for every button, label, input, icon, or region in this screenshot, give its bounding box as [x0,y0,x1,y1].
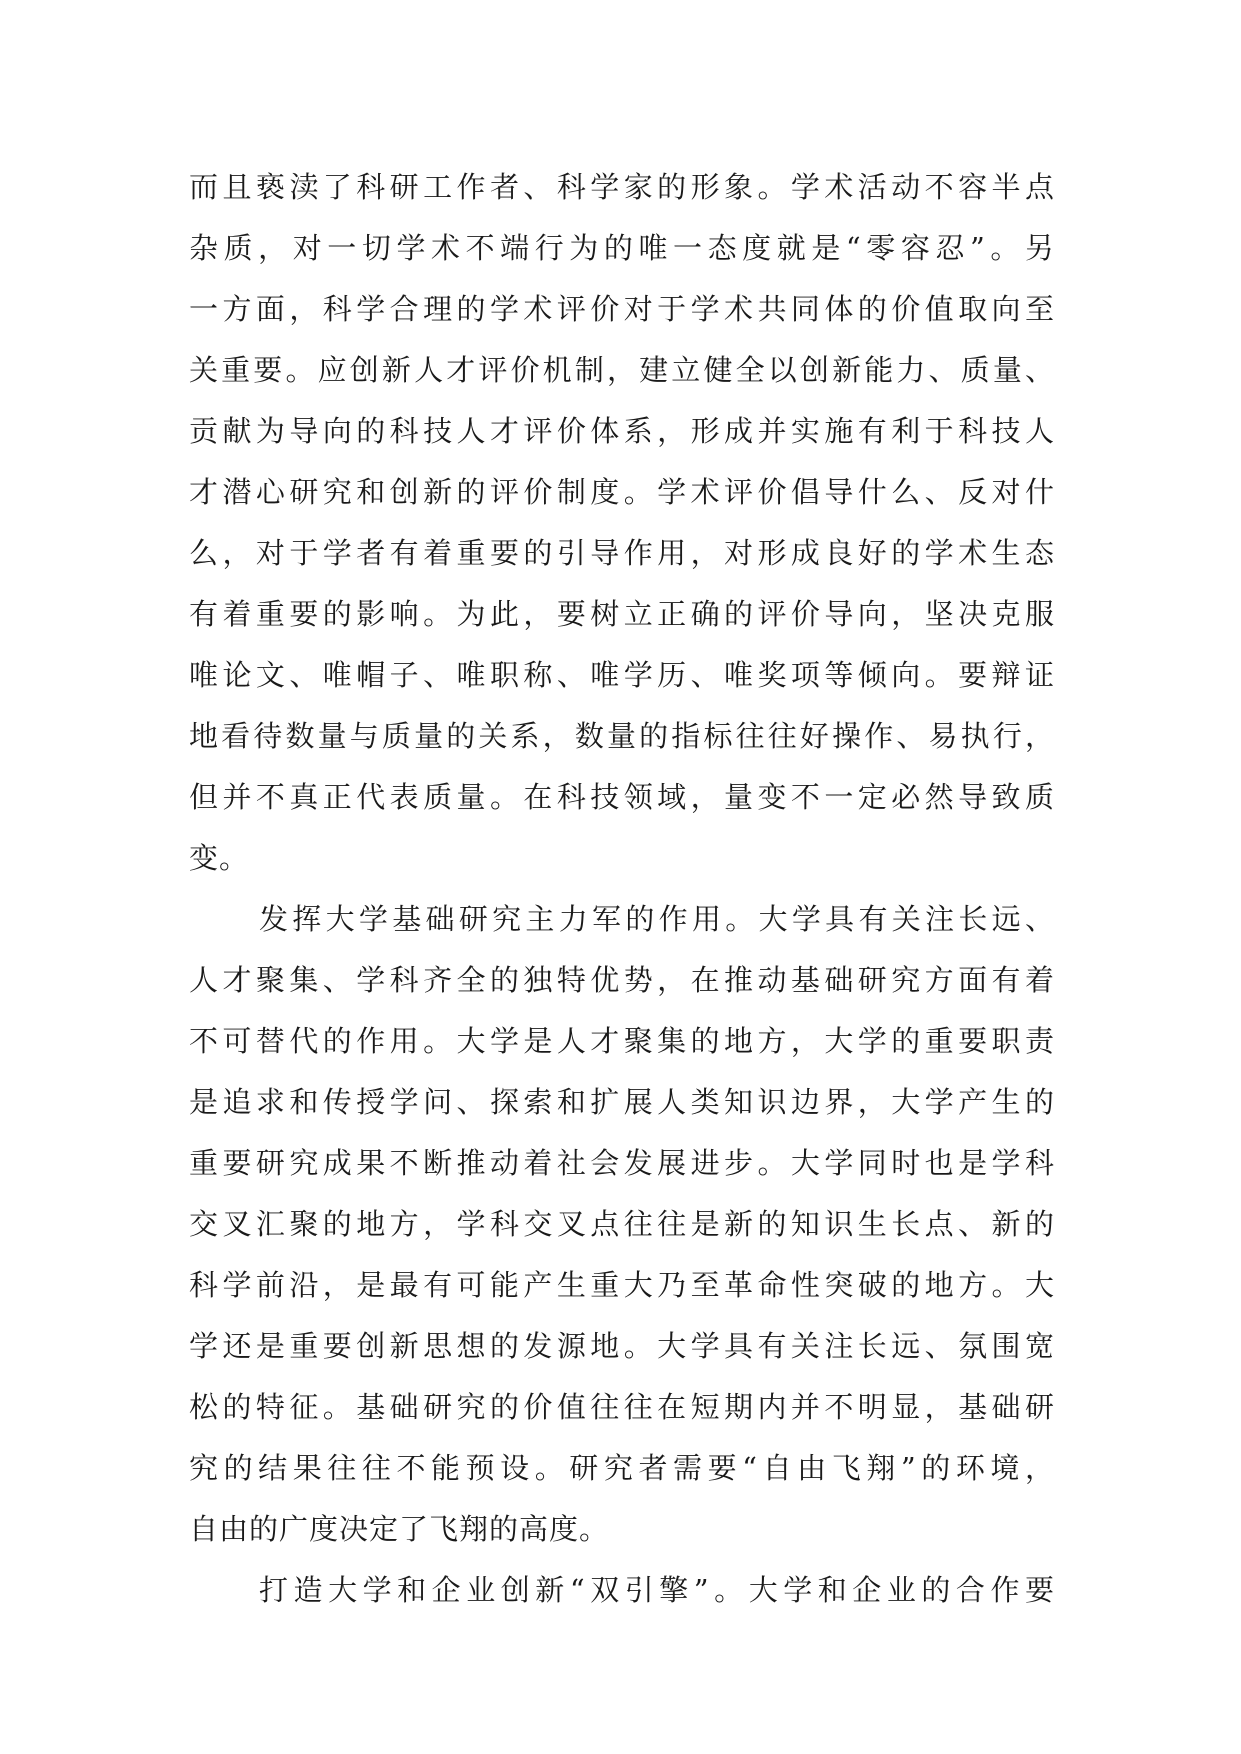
text-line: 才潜心研究和创新的评价制度。学术评价倡导什么、反对什 [189,475,1055,509]
text-line: 而且亵渎了科研工作者、科学家的形象。学术活动不容半点 [189,170,1055,204]
text-line: 但并不真正代表质量。在科技领域，量变不一定必然导致质 [189,780,1055,814]
text-line: 交叉汇聚的地方，学科交叉点往往是新的知识生长点、新的 [189,1207,1055,1241]
text-line: 人才聚集、学科齐全的独特优势，在推动基础研究方面有着 [189,963,1055,997]
text-line: 一方面，科学合理的学术评价对于学术共同体的价值取向至 [189,292,1055,326]
text-line: 唯论文、唯帽子、唯职称、唯学历、唯奖项等倾向。要辩证 [189,658,1055,692]
text-line: 重要研究成果不断推动着社会发展进步。大学同时也是学科 [189,1146,1055,1180]
text-line: 地看待数量与质量的关系，数量的指标往往好操作、易执行， [189,719,1055,753]
text-line: 有着重要的影响。为此，要树立正确的评价导向，坚决克服 [189,597,1055,631]
text-line: 么，对于学者有着重要的引导作用，对形成良好的学术生态 [189,536,1055,570]
text-line: 贡献为导向的科技人才评价体系，形成并实施有利于科技人 [189,414,1055,448]
text-line: 变。 [189,841,250,875]
text-line: 杂质，对一切学术不端行为的唯一态度就是“零容忍”。另 [189,231,1055,265]
text-line: 松的特征。基础研究的价值往往在短期内并不明显，基础研 [189,1390,1055,1424]
text-line: 究的结果往往不能预设。研究者需要“自由飞翔”的环境， [189,1451,1055,1485]
text-line: 是追求和传授学问、探索和扩展人类知识边界，大学产生的 [189,1085,1055,1119]
body-text [189,157,1055,1621]
text-line: 自由的广度决定了飞翔的高度。 [189,1512,610,1546]
text-line: 学还是重要创新思想的发源地。大学具有关注长远、氛围宽 [189,1329,1055,1363]
text-line: 科学前沿，是最有可能产生重大乃至革命性突破的地方。大 [189,1268,1055,1302]
text-line: 关重要。应创新人才评价机制，建立健全以创新能力、质量、 [189,353,1055,387]
paragraph-first-line: 打造大学和企业创新“双引擎”。大学和企业的合作要 [259,1573,1055,1607]
paragraph-first-line: 发挥大学基础研究主力军的作用。大学具有关注长远、 [259,902,1055,936]
text-line: 不可替代的作用。大学是人才聚集的地方，大学的重要职责 [189,1024,1055,1058]
